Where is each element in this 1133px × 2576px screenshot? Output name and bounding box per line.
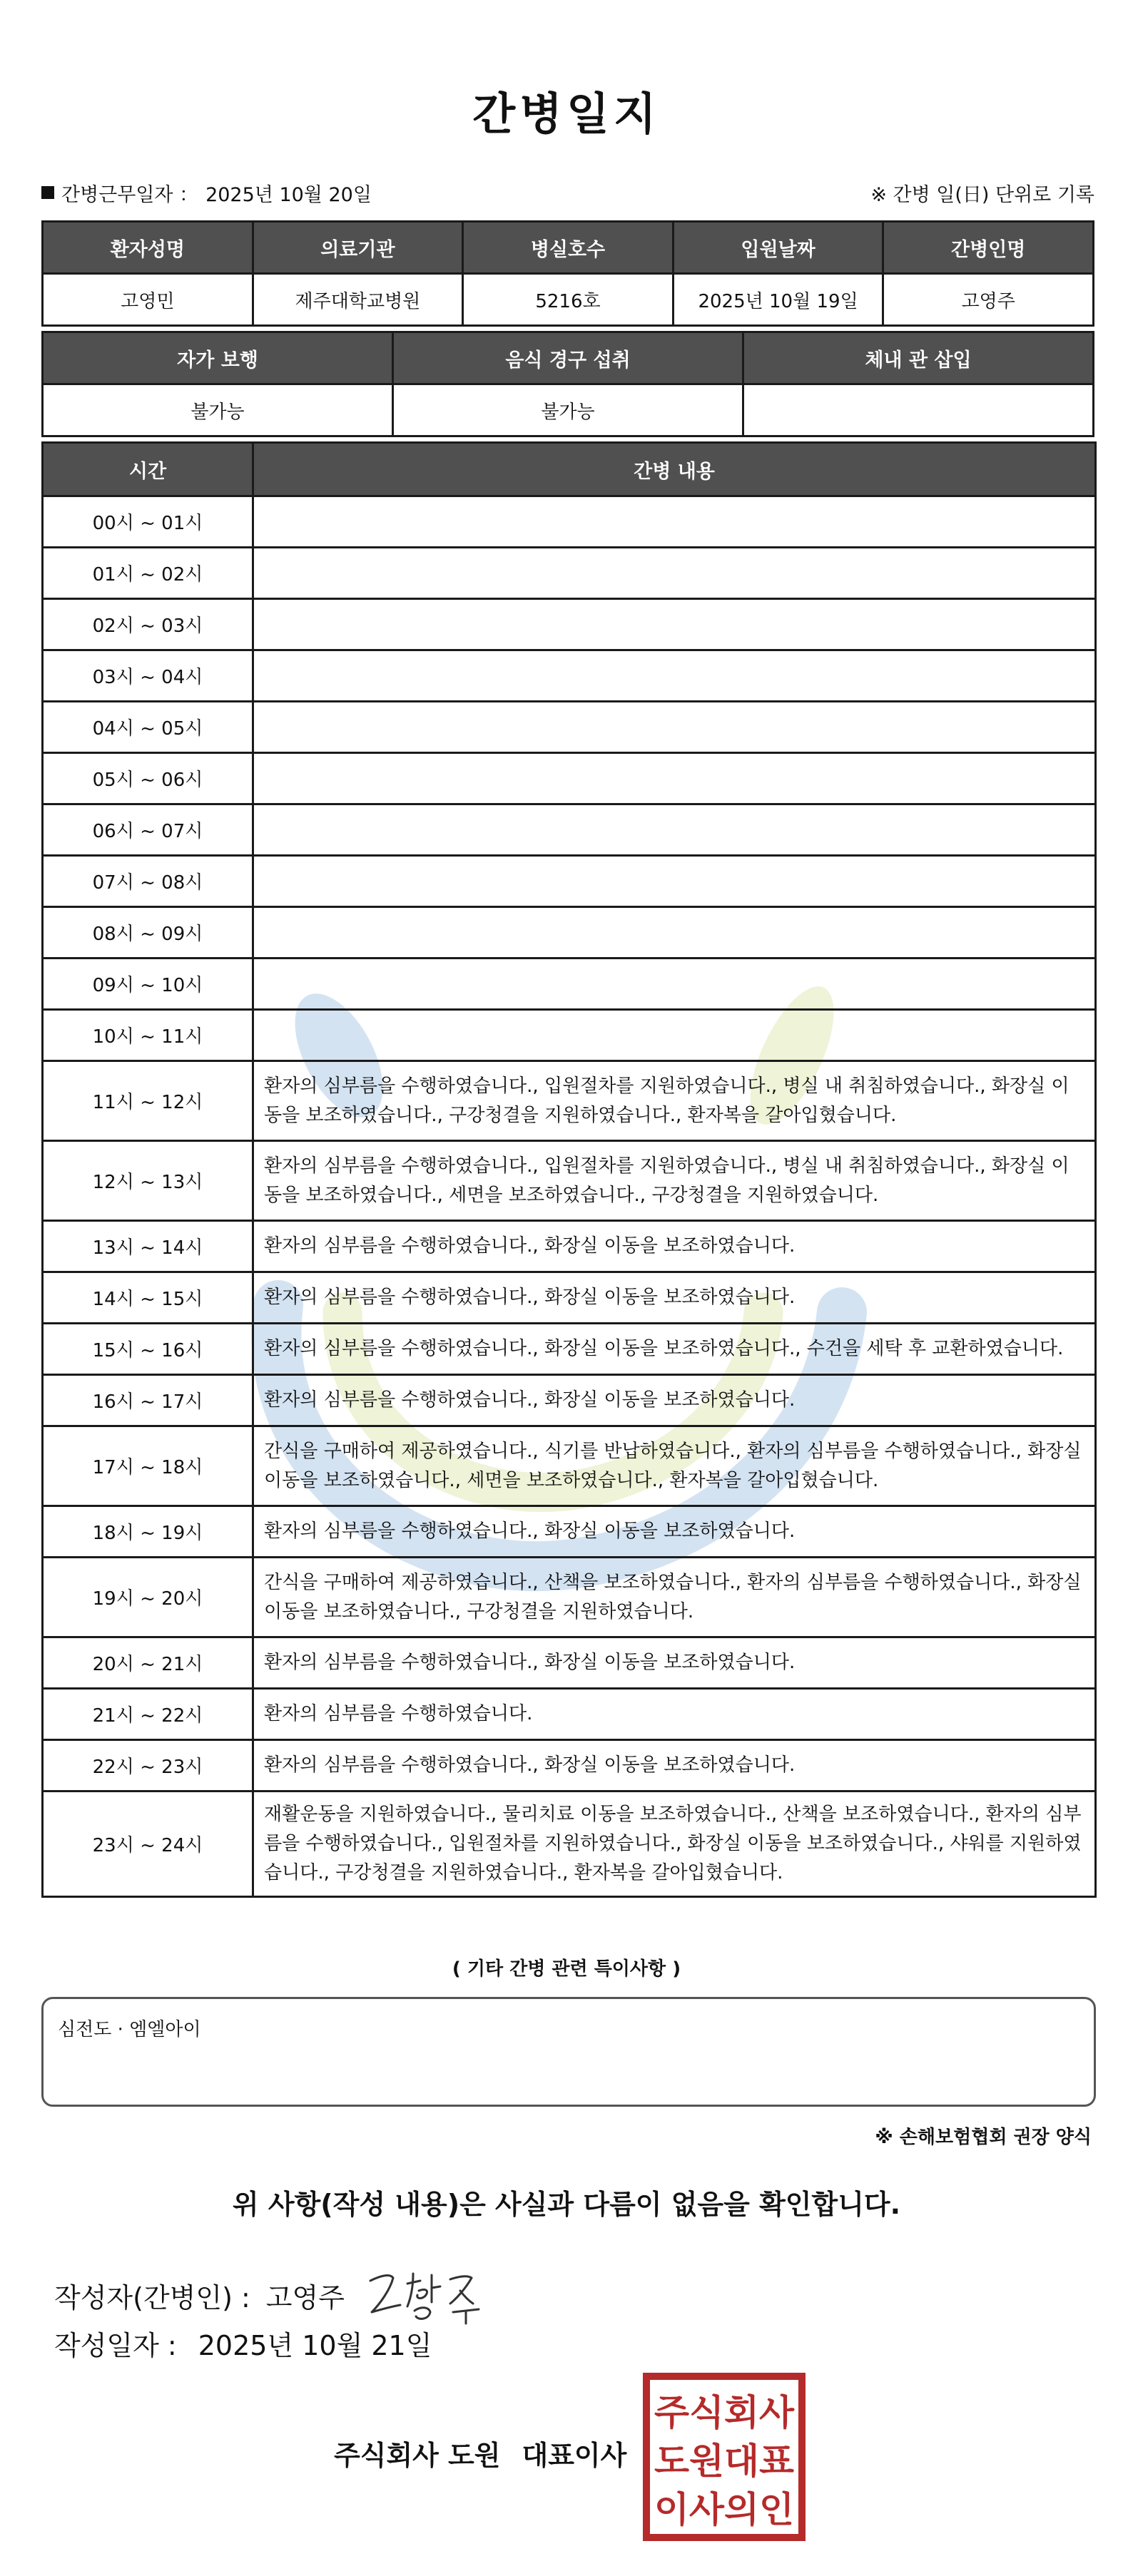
header-self-walking: 자가 보행 [43,332,393,384]
patient-status-value-row [43,384,1094,436]
care-log-row [43,1010,1096,1061]
care-log-time: 04시 ~ 05시 [43,702,253,753]
care-log-row [43,702,1096,753]
handwritten-signature [360,2259,489,2331]
care-log-content: 간식을 구매하여 제공하였습니다., 산책을 보조하였습니다., 환자의 심부름을 수행하였습니다., 화장실 이동을 보조하였습니다., 구강청결을 지원하였습니다. [253,1558,1096,1637]
care-log-body [43,496,1096,1897]
header-patient-name: 환자성명 [43,222,253,274]
care-log-content [253,702,1096,753]
header-oral-intake: 음식 경구 섭취 [393,332,743,384]
care-log-row [43,496,1096,548]
care-log-content: 환자의 심부름을 수행하였습니다., 입원절차를 지원하였습니다., 병실 내 취침하였습니다., 화장실 이동을 보조하였습니다., 세면을 보조하였습니다., 구강청결을 지원하였습니다. [253,1141,1096,1221]
header-hospital: 의료기관 [253,222,463,274]
care-log-content [253,548,1096,599]
recommendation-note: ※ 손해보험협회 권장 양식 [875,2127,1092,2148]
care-log-time: 14시 ~ 15시 [43,1272,253,1324]
care-log-content: 환자의 심부름을 수행하였습니다., 화장실 이동을 보조하였습니다., 수건을 세탁 후 교환하였습니다. [253,1324,1096,1375]
header-care-content: 간병 내용 [253,443,1096,496]
care-log-row [43,1637,1096,1689]
care-log-row [43,1426,1096,1506]
care-log-content: 간식을 구매하여 제공하였습니다., 식기를 반납하였습니다., 환자의 심부름을 수행하였습니다., 화장실 이동을 보조하였습니다., 세면을 보조하였습니다., 환자복을 갈아입혔습니다. [253,1426,1096,1506]
care-log-row [43,1689,1096,1740]
care-log-time: 09시 ~ 10시 [43,959,253,1010]
care-log-time: 12시 ~ 13시 [43,1141,253,1221]
writer-label: 작성자(간병인) : [54,2281,250,2314]
care-log-time: 23시 ~ 24시 [43,1792,253,1897]
care-log-row [43,1061,1096,1141]
caregiver-name: 고영주 [883,274,1094,326]
care-log-row [43,650,1096,702]
written-date-row [54,2324,432,2363]
notes-title: ( 기타 간병 관련 특이사항 ) [452,1958,681,1980]
care-log-row [43,548,1096,599]
seal-text-line: 도원대표 [654,2440,795,2482]
care-log-content: 환자의 심부름을 수행하였습니다., 화장실 이동을 보조하였습니다. [253,1637,1096,1689]
care-log-content: 환자의 심부름을 수행하였습니다. [253,1689,1096,1740]
header-room: 병실호수 [463,222,674,274]
care-log-time: 17시 ~ 18시 [43,1426,253,1506]
care-log-time: 19시 ~ 20시 [43,1558,253,1637]
care-log-row [43,1141,1096,1221]
care-log-time: 16시 ~ 17시 [43,1375,253,1426]
care-log-content [253,959,1096,1010]
care-log-time: 13시 ~ 14시 [43,1221,253,1272]
care-log-time: 15시 ~ 16시 [43,1324,253,1375]
square-bullet-icon [41,186,54,199]
patient-status-table [41,331,1094,437]
oral-intake-value: 불가능 [393,384,743,436]
patient-name: 고영민 [43,274,253,326]
care-log-content: 환자의 심부름을 수행하였습니다., 화장실 이동을 보조하였습니다. [253,1221,1096,1272]
self-walking-value: 불가능 [43,384,393,436]
seal-text-line: 주식회사 [654,2392,795,2433]
care-log-row [43,1792,1096,1897]
room-number: 5216호 [463,274,674,326]
care-log-time: 05시 ~ 06시 [43,753,253,804]
care-log-time: 03시 ~ 04시 [43,650,253,702]
care-log-content [253,599,1096,650]
care-log-time: 22시 ~ 23시 [43,1740,253,1792]
care-log-time: 10시 ~ 11시 [43,1010,253,1061]
care-log-content [253,907,1096,959]
care-log-time: 07시 ~ 08시 [43,856,253,907]
care-log-table [41,441,1097,1898]
care-log-content: 환자의 심부름을 수행하였습니다., 입원절차를 지원하였습니다., 병실 내 취침하였습니다., 화장실 이동을 보조하였습니다., 구강청결을 지원하였습니다., 환자복을 갈아입혔습니다. [253,1061,1096,1141]
notes-content: 심전도 · 엠엘아이 [58,2019,201,2040]
confirmation-statement: 위 사항(작성 내용)은 사실과 다름이 없음을 확인합니다. [232,2189,901,2220]
care-log-time: 21시 ~ 22시 [43,1689,253,1740]
care-log-time: 06시 ~ 07시 [43,804,253,856]
work-date [41,179,372,207]
care-log-row [43,1506,1096,1558]
header-time: 시간 [43,443,253,496]
care-log-content [253,856,1096,907]
care-log-time: 00시 ~ 01시 [43,496,253,548]
care-log-row [43,1272,1096,1324]
care-log-time: 18시 ~ 19시 [43,1506,253,1558]
care-log-time: 11시 ~ 12시 [43,1061,253,1141]
company-title: 대표이사 [522,2440,627,2471]
care-log-row [43,753,1096,804]
care-log-row [43,959,1096,1010]
care-log-content: 환자의 심부름을 수행하였습니다., 화장실 이동을 보조하였습니다. [253,1272,1096,1324]
care-log-content: 환자의 심부름을 수행하였습니다., 화장실 이동을 보조하였습니다. [253,1740,1096,1792]
page-title: 간병일지 [472,88,661,140]
care-log-row [43,1558,1096,1637]
seal-text-line: 이사의인 [654,2489,794,2530]
unit-note: ※ 간병 일(日) 단위로 기록 [870,183,1094,206]
work-date-value: 2025년 10월 20일 [205,183,372,206]
company-seal-stamp [642,2372,806,2542]
header-admission-date: 입원날짜 [673,222,883,274]
care-log-row [43,856,1096,907]
care-log-row [43,1221,1096,1272]
care-log-content: 환자의 심부름을 수행하였습니다., 화장실 이동을 보조하였습니다. [253,1375,1096,1426]
care-log-content [253,1010,1096,1061]
care-log-time: 01시 ~ 02시 [43,548,253,599]
admission-date: 2025년 10월 19일 [673,274,883,326]
hospital-name: 제주대학교병원 [253,274,463,326]
written-date-label: 작성일자 : [54,2330,177,2361]
care-log-row [43,1740,1096,1792]
care-log-time: 02시 ~ 03시 [43,599,253,650]
company-name: 주식회사 도원 [334,2440,501,2471]
work-date-label: 간병근무일자 ： [61,183,199,206]
care-log-content [253,753,1096,804]
patient-info-table [41,220,1094,327]
care-log-content [253,650,1096,702]
written-date-value: 2025년 10월 21일 [198,2330,432,2361]
company-signature [334,2433,626,2473]
tube-insertion-value [743,384,1094,436]
writer-name: 고영주 [265,2281,345,2314]
care-log-content: 환자의 심부름을 수행하였습니다., 화장실 이동을 보조하였습니다. [253,1506,1096,1558]
care-log-time: 08시 ~ 09시 [43,907,253,959]
care-log-row [43,1324,1096,1375]
care-log-content: 재활운동을 지원하였습니다., 물리치료 이동을 보조하였습니다., 산책을 보조하였습니다., 환자의 심부름을 수행하였습니다., 입원절차를 지원하였습니다., 화장실 이동을 보조하였습니다., 샤워를 지원하였습니다., 구강청결을 지원하였습니다., 환자복을 갈아입혔습니다. [253,1792,1096,1897]
writer-row [54,2259,489,2331]
work-date-row [41,178,1094,207]
header-caregiver: 간병인명 [883,222,1094,274]
care-log-time: 20시 ~ 21시 [43,1637,253,1689]
header-tube-insertion: 체내 관 삽입 [743,332,1094,384]
care-log-header-row [43,443,1096,496]
patient-info-header-row [43,222,1094,274]
patient-status-header-row [43,332,1094,384]
care-log-row [43,907,1096,959]
care-log-row [43,804,1096,856]
care-log-content [253,804,1096,856]
care-log-content [253,496,1096,548]
patient-info-value-row [43,274,1094,326]
notes-box [41,1997,1096,2107]
care-log-row [43,1375,1096,1426]
care-log-row [43,599,1096,650]
